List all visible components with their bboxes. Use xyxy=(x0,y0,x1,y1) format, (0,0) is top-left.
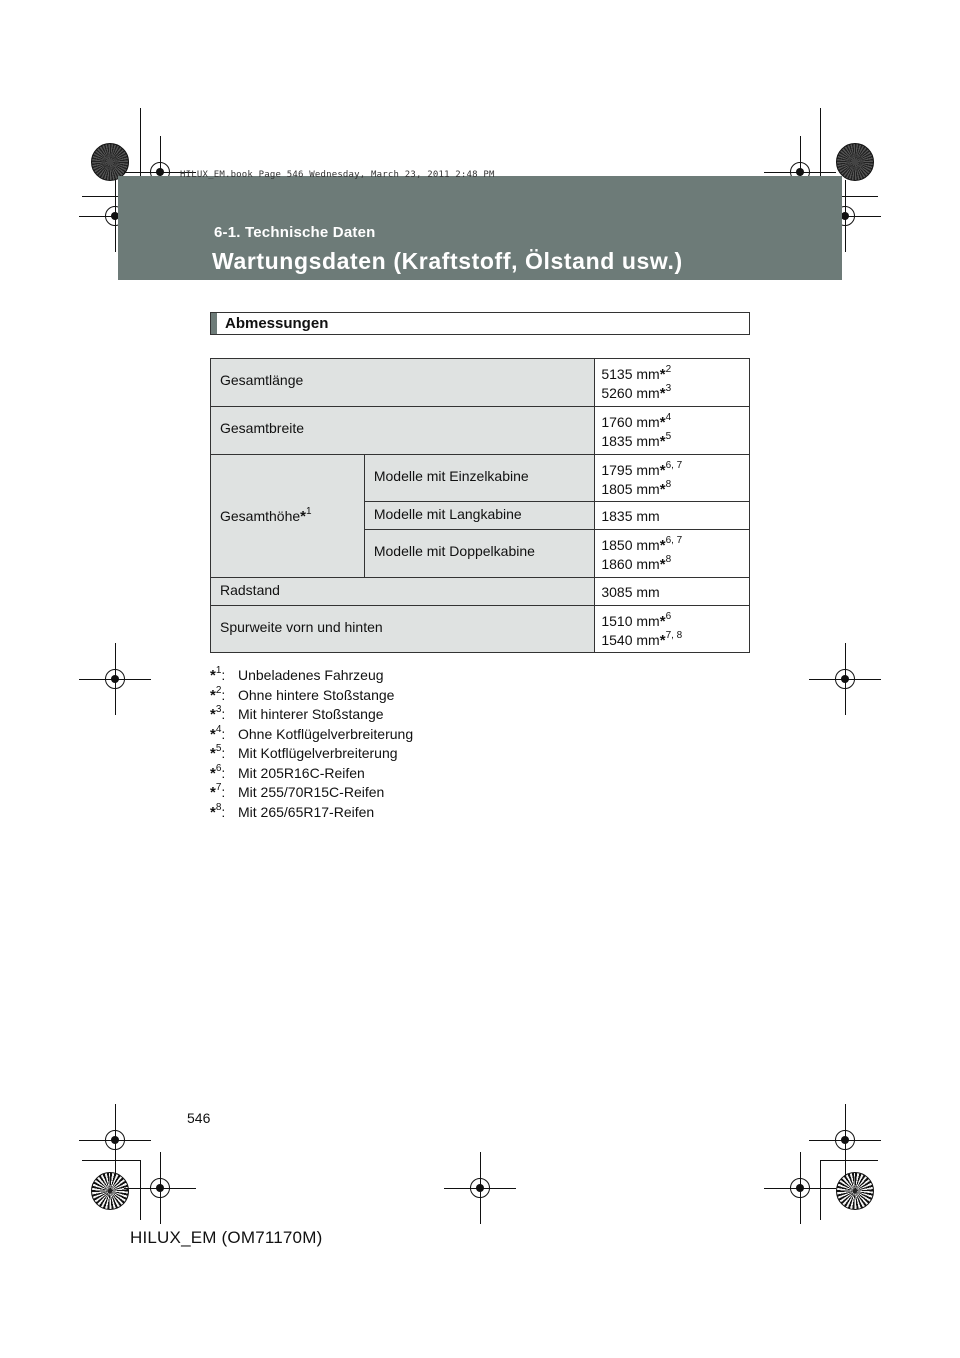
footnote: *$^7$: Mit 255/70R15C-Reifen xyxy=(210,782,385,801)
sub-row-label: Modelle mit Einzelkabine xyxy=(364,455,595,502)
row-value: 1510 mm*$^6$ 1540 mm*$^{7, 8}$ xyxy=(595,606,750,653)
sub-row-label: Modelle mit Langkabine xyxy=(364,502,595,530)
footnotes xyxy=(210,666,413,822)
footnote: *$^2$: Ohne hintere Stoßstange xyxy=(210,684,395,704)
row-label: Spurweite vorn und hinten xyxy=(211,606,595,653)
footer-model-code: HILUX_EM (OM71170M) xyxy=(130,1228,323,1247)
table-row xyxy=(211,407,750,455)
section-label: 6-1. Technische Daten xyxy=(214,224,376,241)
footnote: *$^3$: Mit hinterer Stoßstange xyxy=(210,704,384,723)
sub-row-label: Modelle mit Doppelkabine xyxy=(364,530,595,578)
row-value: 1795 mm*$^{6, 7}$ 1805 mm*$^8$ xyxy=(595,455,750,502)
table-row xyxy=(211,606,750,653)
footnote: *$^6$: Mit 205R16C-Reifen xyxy=(210,762,365,782)
subsection-title: Abmessungen xyxy=(225,315,329,332)
registration-target-icon xyxy=(91,1172,129,1210)
table-row xyxy=(211,359,750,407)
table-row xyxy=(211,455,750,502)
row-value: 3085 mm xyxy=(595,578,750,606)
subsection-heading xyxy=(210,312,750,335)
row-label: Radstand xyxy=(211,578,595,606)
footnote: *$^4$: Ohne Kotflügelverbreiterung xyxy=(210,723,414,743)
page-title: Wartungsdaten (Kraftstoff, Ölstand usw.) xyxy=(212,248,683,274)
footnote: *$^8$: Mit 265/65R17-Reifen xyxy=(210,801,375,821)
footnote: *$^1$: Unbeladenes Fahrzeug xyxy=(210,665,384,684)
registration-target-icon xyxy=(836,1172,874,1210)
row-label: Gesamtbreite xyxy=(211,407,595,455)
row-label: Gesamthöhe*$^1$ xyxy=(211,455,365,578)
row-value: 5135 mm*$^2$ 5260 mm*$^3$ xyxy=(595,359,750,407)
row-value: 1760 mm*$^4$ 1835 mm*$^5$ xyxy=(595,407,750,455)
table-row xyxy=(211,578,750,606)
print-info-line: HILUX_EM.book Page 546 Wednesday, March 23, 2011 2:48 PM xyxy=(180,170,495,180)
row-value: 1835 mm xyxy=(595,502,750,530)
page-number: 546 xyxy=(187,1110,211,1126)
dimensions-table xyxy=(210,358,750,653)
footnote: *$^5$: Mit Kotflügelverbreiterung xyxy=(210,743,398,762)
row-value: 1850 mm*$^{6, 7}$ 1860 mm*$^8$ xyxy=(595,530,750,578)
chapter-header-band xyxy=(118,176,842,280)
row-label: Gesamtlänge xyxy=(211,359,595,407)
